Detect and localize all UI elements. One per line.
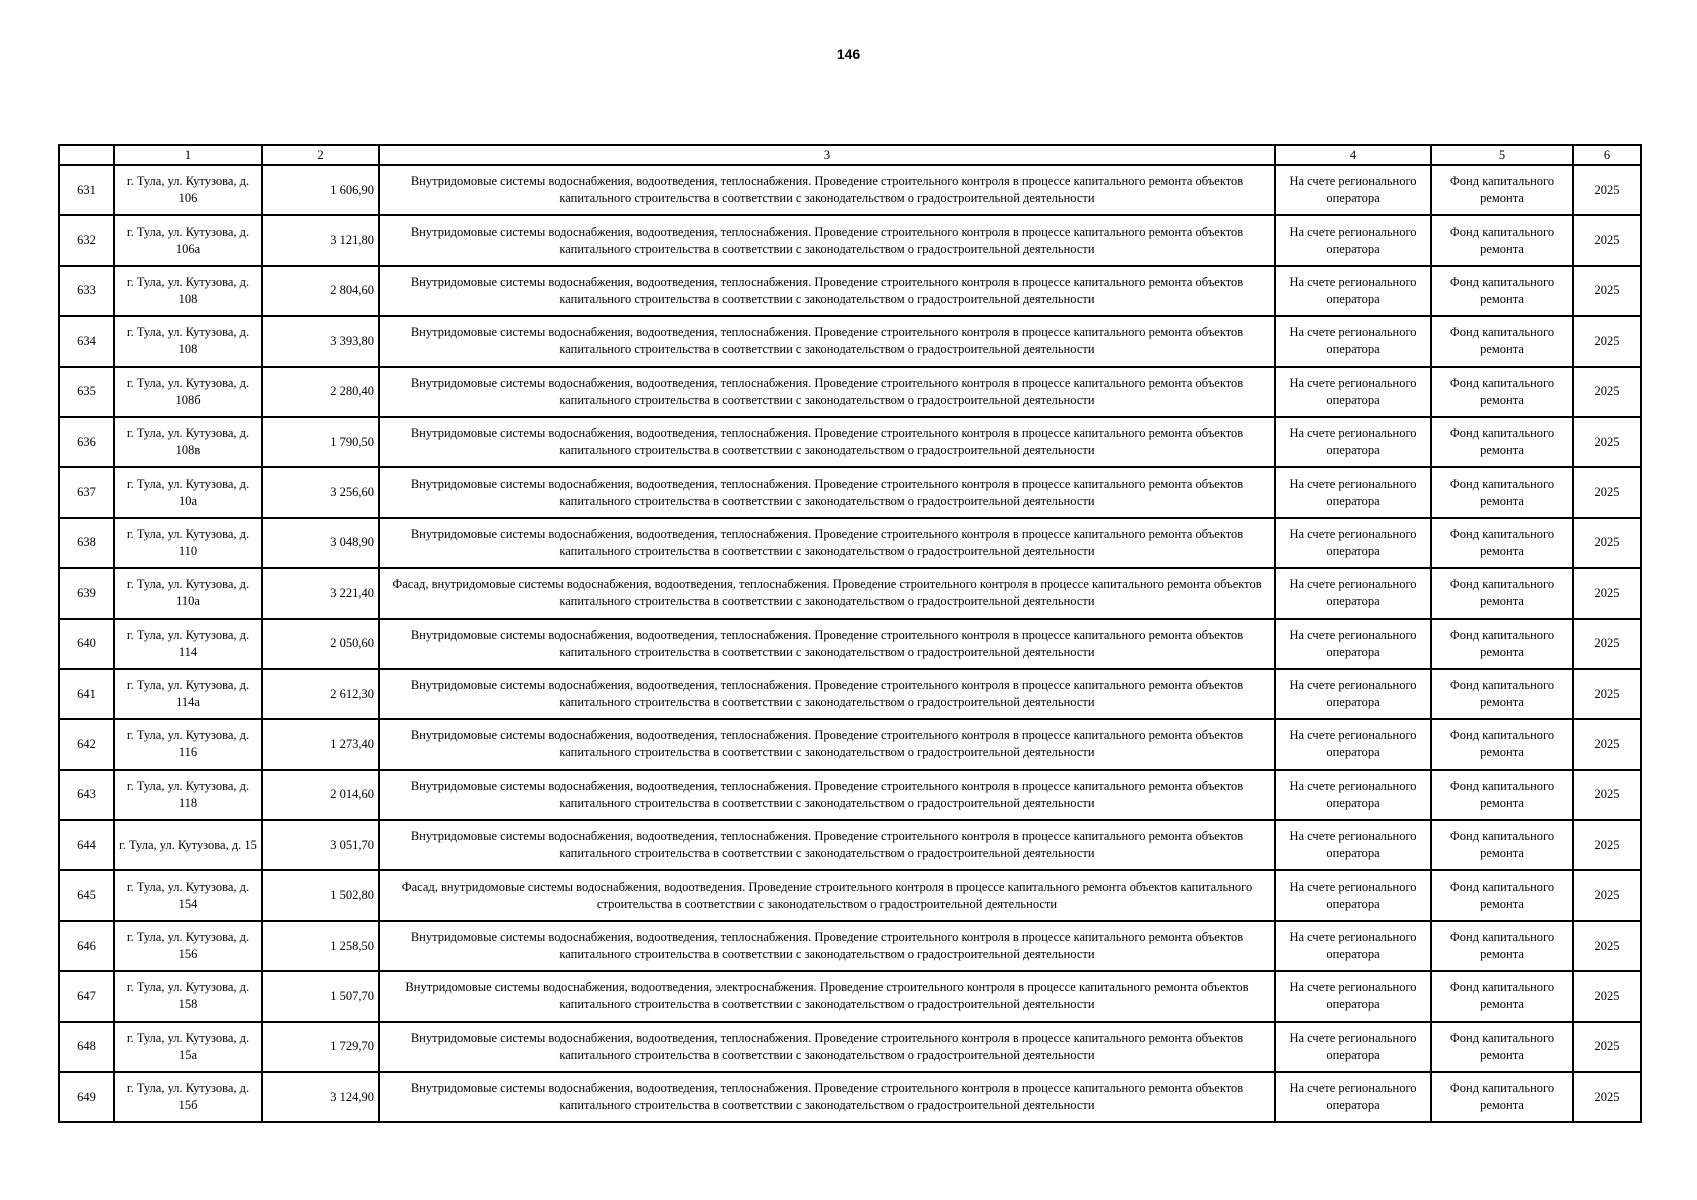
row-year: 2025 bbox=[1573, 367, 1641, 417]
row-account: На счете регионального оператора bbox=[1275, 1072, 1431, 1122]
row-fund: Фонд капитального ремонта bbox=[1431, 165, 1573, 215]
row-fund: Фонд капитального ремонта bbox=[1431, 215, 1573, 265]
row-number: 638 bbox=[59, 518, 114, 568]
row-number: 635 bbox=[59, 367, 114, 417]
table-row bbox=[59, 770, 1641, 820]
row-year: 2025 bbox=[1573, 619, 1641, 669]
header-cell-num bbox=[59, 145, 114, 165]
row-number: 644 bbox=[59, 820, 114, 870]
row-cost: 1 273,40 bbox=[262, 719, 379, 769]
row-cost: 1 790,50 bbox=[262, 417, 379, 467]
row-account: На счете регионального оператора bbox=[1275, 870, 1431, 920]
table-row bbox=[59, 1072, 1641, 1122]
row-year: 2025 bbox=[1573, 467, 1641, 517]
row-cost: 1 502,80 bbox=[262, 870, 379, 920]
row-number: 648 bbox=[59, 1022, 114, 1072]
row-account: На счете регионального оператора bbox=[1275, 518, 1431, 568]
row-fund: Фонд капитального ремонта bbox=[1431, 1072, 1573, 1122]
row-account: На счете регионального оператора bbox=[1275, 669, 1431, 719]
row-cost: 2 014,60 bbox=[262, 770, 379, 820]
row-number: 645 bbox=[59, 870, 114, 920]
row-year: 2025 bbox=[1573, 770, 1641, 820]
row-address: г. Тула, ул. Кутузова, д. 114а bbox=[114, 669, 262, 719]
row-cost: 1 606,90 bbox=[262, 165, 379, 215]
row-works: Внутридомовые системы водоснабжения, водоотведения, теплоснабжения. Проведение строительного контроля в процессе капитального ремонта объектов капитального строительства в соответствии с законодательством о градостроительной деятельности bbox=[379, 1072, 1275, 1122]
table-row bbox=[59, 518, 1641, 568]
row-fund: Фонд капитального ремонта bbox=[1431, 921, 1573, 971]
row-fund: Фонд капитального ремонта bbox=[1431, 417, 1573, 467]
row-number: 642 bbox=[59, 719, 114, 769]
row-address: г. Тула, ул. Кутузова, д. 108в bbox=[114, 417, 262, 467]
row-account: На счете регионального оператора bbox=[1275, 770, 1431, 820]
row-address: г. Тула, ул. Кутузова, д. 15б bbox=[114, 1072, 262, 1122]
row-account: На счете регионального оператора bbox=[1275, 568, 1431, 618]
row-address: г. Тула, ул. Кутузова, д. 158 bbox=[114, 971, 262, 1021]
row-works: Внутридомовые системы водоснабжения, водоотведения, теплоснабжения. Проведение строительного контроля в процессе капитального ремонта объектов капитального строительства в соответствии с законодательством о градостроительной деятельности bbox=[379, 820, 1275, 870]
table-row bbox=[59, 316, 1641, 366]
row-account: На счете регионального оператора bbox=[1275, 719, 1431, 769]
row-works: Внутридомовые системы водоснабжения, водоотведения, теплоснабжения. Проведение строительного контроля в процессе капитального ремонта объектов капитального строительства в соответствии с законодательством о градостроительной деятельности bbox=[379, 1022, 1275, 1072]
table-row bbox=[59, 971, 1641, 1021]
header-cell-4: 4 bbox=[1275, 145, 1431, 165]
table-row bbox=[59, 417, 1641, 467]
row-works: Внутридомовые системы водоснабжения, водоотведения, теплоснабжения. Проведение строительного контроля в процессе капитального ремонта объектов капитального строительства в соответствии с законодательством о градостроительной деятельности bbox=[379, 518, 1275, 568]
header-cell-6: 6 bbox=[1573, 145, 1641, 165]
row-number: 649 bbox=[59, 1072, 114, 1122]
row-fund: Фонд капитального ремонта bbox=[1431, 1022, 1573, 1072]
row-account: На счете регионального оператора bbox=[1275, 619, 1431, 669]
row-works: Внутридомовые системы водоснабжения, водоотведения, теплоснабжения. Проведение строительного контроля в процессе капитального ремонта объектов капитального строительства в соответствии с законодательством о градостроительной деятельности bbox=[379, 417, 1275, 467]
row-works: Внутридомовые системы водоснабжения, водоотведения, теплоснабжения. Проведение строительного контроля в процессе капитального ремонта объектов капитального строительства в соответствии с законодательством о градостроительной деятельности bbox=[379, 165, 1275, 215]
row-works: Внутридомовые системы водоснабжения, водоотведения, теплоснабжения. Проведение строительного контроля в процессе капитального ремонта объектов капитального строительства в соответствии с законодательством о градостроительной деятельности bbox=[379, 266, 1275, 316]
row-year: 2025 bbox=[1573, 266, 1641, 316]
row-account: На счете регионального оператора bbox=[1275, 467, 1431, 517]
table-row bbox=[59, 1022, 1641, 1072]
page-number: 146 bbox=[836, 46, 861, 62]
header-cell-2: 2 bbox=[262, 145, 379, 165]
row-address: г. Тула, ул. Кутузова, д. 116 bbox=[114, 719, 262, 769]
row-cost: 3 121,80 bbox=[262, 215, 379, 265]
row-fund: Фонд капитального ремонта bbox=[1431, 568, 1573, 618]
row-number: 637 bbox=[59, 467, 114, 517]
table-header bbox=[59, 145, 1641, 165]
table-row bbox=[59, 266, 1641, 316]
row-year: 2025 bbox=[1573, 1072, 1641, 1122]
table-body bbox=[59, 165, 1641, 1122]
row-fund: Фонд капитального ремонта bbox=[1431, 669, 1573, 719]
row-cost: 2 050,60 bbox=[262, 619, 379, 669]
row-account: На счете регионального оператора bbox=[1275, 921, 1431, 971]
row-year: 2025 bbox=[1573, 165, 1641, 215]
row-fund: Фонд капитального ремонта bbox=[1431, 266, 1573, 316]
row-cost: 2 612,30 bbox=[262, 669, 379, 719]
row-address: г. Тула, ул. Кутузова, д. 156 bbox=[114, 921, 262, 971]
row-fund: Фонд капитального ремонта bbox=[1431, 467, 1573, 517]
row-year: 2025 bbox=[1573, 568, 1641, 618]
row-address: г. Тула, ул. Кутузова, д. 106а bbox=[114, 215, 262, 265]
row-year: 2025 bbox=[1573, 669, 1641, 719]
table-row bbox=[59, 719, 1641, 769]
row-works: Внутридомовые системы водоснабжения, водоотведения, теплоснабжения. Проведение строительного контроля в процессе капитального ремонта объектов капитального строительства в соответствии с законодательством о градостроительной деятельности bbox=[379, 770, 1275, 820]
row-fund: Фонд капитального ремонта bbox=[1431, 518, 1573, 568]
row-fund: Фонд капитального ремонта bbox=[1431, 971, 1573, 1021]
row-number: 631 bbox=[59, 165, 114, 215]
row-account: На счете регионального оператора bbox=[1275, 417, 1431, 467]
row-fund: Фонд капитального ремонта bbox=[1431, 316, 1573, 366]
row-number: 640 bbox=[59, 619, 114, 669]
row-works: Внутридомовые системы водоснабжения, водоотведения, теплоснабжения. Проведение строительного контроля в процессе капитального ремонта объектов капитального строительства в соответствии с законодательством о градостроительной деятельности bbox=[379, 719, 1275, 769]
row-number: 634 bbox=[59, 316, 114, 366]
row-number: 636 bbox=[59, 417, 114, 467]
table-row bbox=[59, 921, 1641, 971]
row-year: 2025 bbox=[1573, 870, 1641, 920]
row-account: На счете регионального оператора bbox=[1275, 165, 1431, 215]
row-address: г. Тула, ул. Кутузова, д. 15 bbox=[114, 820, 262, 870]
row-cost: 3 256,60 bbox=[262, 467, 379, 517]
row-fund: Фонд капитального ремонта bbox=[1431, 719, 1573, 769]
row-year: 2025 bbox=[1573, 921, 1641, 971]
row-account: На счете регионального оператора bbox=[1275, 316, 1431, 366]
row-number: 646 bbox=[59, 921, 114, 971]
row-number: 647 bbox=[59, 971, 114, 1021]
row-address: г. Тула, ул. Кутузова, д. 108 bbox=[114, 266, 262, 316]
header-row bbox=[59, 145, 1641, 165]
row-works: Фасад, внутридомовые системы водоснабжения, водоотведения. Проведение строительного контроля в процессе капитального ремонта объектов капитального строительства в соответствии с законодательством о градостроительной деятельности bbox=[379, 870, 1275, 920]
row-works: Внутридомовые системы водоснабжения, водоотведения, теплоснабжения. Проведение строительного контроля в процессе капитального ремонта объектов капитального строительства в соответствии с законодательством о градостроительной деятельности bbox=[379, 467, 1275, 517]
row-account: На счете регионального оператора bbox=[1275, 820, 1431, 870]
row-cost: 3 048,90 bbox=[262, 518, 379, 568]
row-year: 2025 bbox=[1573, 1022, 1641, 1072]
row-cost: 3 051,70 bbox=[262, 820, 379, 870]
row-fund: Фонд капитального ремонта bbox=[1431, 367, 1573, 417]
row-cost: 1 729,70 bbox=[262, 1022, 379, 1072]
row-year: 2025 bbox=[1573, 215, 1641, 265]
row-fund: Фонд капитального ремонта bbox=[1431, 770, 1573, 820]
row-address: г. Тула, ул. Кутузова, д. 154 bbox=[114, 870, 262, 920]
row-works: Внутридомовые системы водоснабжения, водоотведения, теплоснабжения. Проведение строительного контроля в процессе капитального ремонта объектов капитального строительства в соответствии с законодательством о градостроительной деятельности bbox=[379, 669, 1275, 719]
row-number: 641 bbox=[59, 669, 114, 719]
row-works: Внутридомовые системы водоснабжения, водоотведения, теплоснабжения. Проведение строительного контроля в процессе капитального ремонта объектов капитального строительства в соответствии с законодательством о градостроительной деятельности bbox=[379, 619, 1275, 669]
row-year: 2025 bbox=[1573, 971, 1641, 1021]
row-address: г. Тула, ул. Кутузова, д. 110 bbox=[114, 518, 262, 568]
row-works: Внутридомовые системы водоснабжения, водоотведения, теплоснабжения. Проведение строительного контроля в процессе капитального ремонта объектов капитального строительства в соответствии с законодательством о градостроительной деятельности bbox=[379, 921, 1275, 971]
table-row bbox=[59, 568, 1641, 618]
row-year: 2025 bbox=[1573, 518, 1641, 568]
row-cost: 3 393,80 bbox=[262, 316, 379, 366]
row-address: г. Тула, ул. Кутузова, д. 108 bbox=[114, 316, 262, 366]
row-address: г. Тула, ул. Кутузова, д. 15а bbox=[114, 1022, 262, 1072]
row-number: 633 bbox=[59, 266, 114, 316]
table-row bbox=[59, 467, 1641, 517]
header-cell-3: 3 bbox=[379, 145, 1275, 165]
capital-repair-table bbox=[58, 144, 1642, 1123]
header-cell-1: 1 bbox=[114, 145, 262, 165]
row-address: г. Тула, ул. Кутузова, д. 10а bbox=[114, 467, 262, 517]
row-account: На счете регионального оператора bbox=[1275, 367, 1431, 417]
row-number: 643 bbox=[59, 770, 114, 820]
row-cost: 3 221,40 bbox=[262, 568, 379, 618]
row-fund: Фонд капитального ремонта bbox=[1431, 870, 1573, 920]
row-address: г. Тула, ул. Кутузова, д. 110а bbox=[114, 568, 262, 618]
row-account: На счете регионального оператора bbox=[1275, 215, 1431, 265]
table-row bbox=[59, 820, 1641, 870]
row-works: Внутридомовые системы водоснабжения, водоотведения, теплоснабжения. Проведение строительного контроля в процессе капитального ремонта объектов капитального строительства в соответствии с законодательством о градостроительной деятельности bbox=[379, 316, 1275, 366]
row-year: 2025 bbox=[1573, 820, 1641, 870]
row-account: На счете регионального оператора bbox=[1275, 266, 1431, 316]
table-row bbox=[59, 619, 1641, 669]
row-number: 639 bbox=[59, 568, 114, 618]
row-cost: 2 280,40 bbox=[262, 367, 379, 417]
row-year: 2025 bbox=[1573, 719, 1641, 769]
row-year: 2025 bbox=[1573, 316, 1641, 366]
row-fund: Фонд капитального ремонта bbox=[1431, 820, 1573, 870]
row-account: На счете регионального оператора bbox=[1275, 1022, 1431, 1072]
row-address: г. Тула, ул. Кутузова, д. 108б bbox=[114, 367, 262, 417]
table-row bbox=[59, 669, 1641, 719]
row-address: г. Тула, ул. Кутузова, д. 114 bbox=[114, 619, 262, 669]
row-cost: 3 124,90 bbox=[262, 1072, 379, 1122]
row-cost: 1 507,70 bbox=[262, 971, 379, 1021]
table-row bbox=[59, 165, 1641, 215]
row-account: На счете регионального оператора bbox=[1275, 971, 1431, 1021]
row-address: г. Тула, ул. Кутузова, д. 118 bbox=[114, 770, 262, 820]
row-cost: 2 804,60 bbox=[262, 266, 379, 316]
table-row bbox=[59, 215, 1641, 265]
row-works: Фасад, внутридомовые системы водоснабжения, водоотведения, теплоснабжения. Проведение строительного контроля в процессе капитального ремонта объектов капитального строительства в соответствии с законодательством о градостроительной деятельности bbox=[379, 568, 1275, 618]
row-year: 2025 bbox=[1573, 417, 1641, 467]
table-row bbox=[59, 870, 1641, 920]
row-address: г. Тула, ул. Кутузова, д. 106 bbox=[114, 165, 262, 215]
row-works: Внутридомовые системы водоснабжения, водоотведения, теплоснабжения. Проведение строительного контроля в процессе капитального ремонта объектов капитального строительства в соответствии с законодательством о градостроительной деятельности bbox=[379, 215, 1275, 265]
header-cell-5: 5 bbox=[1431, 145, 1573, 165]
row-works: Внутридомовые системы водоснабжения, водоотведения, электроснабжения. Проведение строительного контроля в процессе капитального ремонта объектов капитального строительства в соответствии с законодательством о градостроительной деятельности bbox=[379, 971, 1275, 1021]
row-works: Внутридомовые системы водоснабжения, водоотведения, теплоснабжения. Проведение строительного контроля в процессе капитального ремонта объектов капитального строительства в соответствии с законодательством о градостроительной деятельности bbox=[379, 367, 1275, 417]
row-fund: Фонд капитального ремонта bbox=[1431, 619, 1573, 669]
row-number: 632 bbox=[59, 215, 114, 265]
table-row bbox=[59, 367, 1641, 417]
row-cost: 1 258,50 bbox=[262, 921, 379, 971]
